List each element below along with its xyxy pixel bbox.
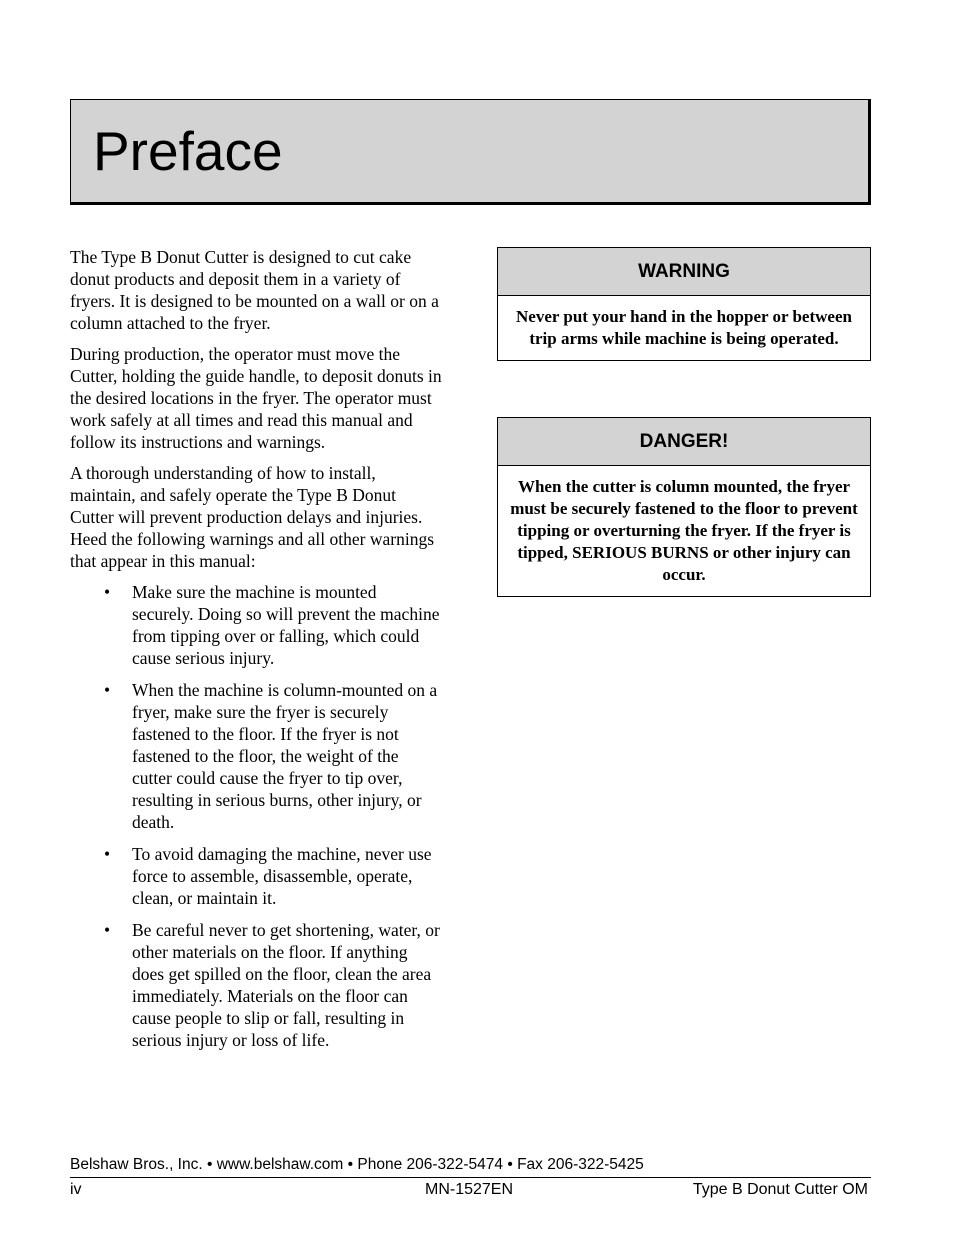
warning-box xyxy=(497,247,871,361)
intro-paragraph: During production, the operator must move the Cutter, holding the guide handle, to deposit donuts in the desired locations in the fryer. The operator must work safely at all times and read this manual and follow its instructions and warnings. xyxy=(70,344,442,452)
bullet-text: When the machine is column-mounted on a fryer, make sure the fryer is securely fastened to the floor. If the fryer is not fastened to the floor, the weight of the cutter could cause the fryer to tip over, resulting in serious burns, other injury, or death. xyxy=(132,680,438,832)
footer xyxy=(70,1180,868,1200)
danger-heading: DANGER! xyxy=(498,418,870,466)
bullet-text: To avoid damaging the machine, never use force to assemble, disassemble, operate, clean, or maintain it. xyxy=(132,844,432,908)
title-banner xyxy=(70,99,871,205)
page-number: iv xyxy=(70,1181,82,1198)
bullet-icon: • xyxy=(104,920,111,940)
body-column xyxy=(70,246,442,1061)
safety-bullet-list xyxy=(70,581,442,1051)
danger-box xyxy=(497,417,871,597)
intro-paragraph: The Type B Donut Cutter is designed to cut cake donut products and deposit them in a variety of fryers. It is designed to be mounted on a wall or on a column attached to the fryer. xyxy=(70,247,439,333)
bullet-text: Be careful never to get shortening, water, or other materials on the floor. If anything does get spilled on the floor, clean the area immediately. Materials on the floor can cause people to slip or fall, resulting in serious injury or loss of life. xyxy=(132,920,440,1050)
bullet-text: Make sure the machine is mounted securely. Doing so will prevent the machine from tipping over or falling, which could cause serious injury. xyxy=(132,582,440,668)
bullet-icon: • xyxy=(104,582,111,602)
bullet-icon: • xyxy=(104,680,111,700)
bullet-icon: • xyxy=(104,844,111,864)
page-title: Preface xyxy=(93,120,283,182)
document-title: Type B Donut Cutter OM xyxy=(692,1181,868,1198)
document-number: MN-1527EN xyxy=(424,1181,514,1198)
list-item xyxy=(70,581,442,669)
list-item xyxy=(70,919,442,1051)
warning-heading: WARNING xyxy=(498,248,870,296)
list-item xyxy=(70,843,442,909)
footer-divider xyxy=(70,1177,871,1178)
intro-paragraph: A thorough understanding of how to install, maintain, and safely operate the Type B Donut Cutter will prevent production delays and injuries. Heed the following warnings and all other warnings that appear in this manual: xyxy=(70,463,435,571)
footer-contact-line: Belshaw Bros., Inc. • www.belshaw.com • Phone 206-322-5474 • Fax 206-322-5425 xyxy=(70,1156,644,1173)
list-item xyxy=(70,679,442,833)
warning-text: Never put your hand in the hopper or between trip arms while machine is being operated. xyxy=(516,307,852,348)
danger-text: When the cutter is column mounted, the fryer must be securely fastened to the floor to prevent tipping or overturning the fryer. If the fryer is tipped, SERIOUS BURNS or other injury can occur. xyxy=(510,477,858,584)
